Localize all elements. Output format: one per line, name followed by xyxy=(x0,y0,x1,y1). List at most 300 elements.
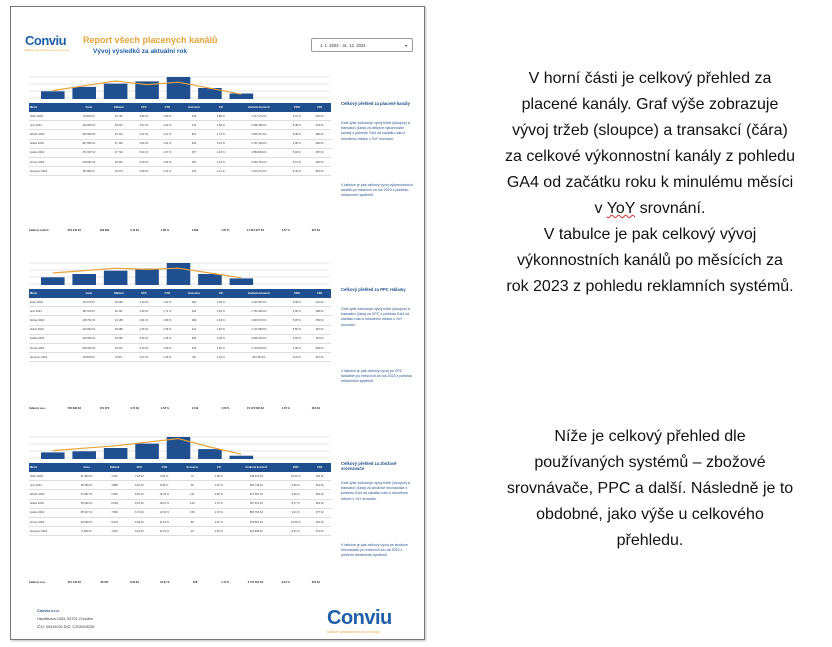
footer-logo: Conviu Datové vyhodnocení pro e-shopy xyxy=(327,607,392,634)
table-cell: březen 2024 xyxy=(29,490,71,499)
table-cell: 9,95 % xyxy=(283,481,309,490)
table-cell: 497 xyxy=(179,157,210,166)
table-row xyxy=(29,334,331,343)
footer xyxy=(37,607,94,631)
table-cell: leden 2024 xyxy=(29,112,72,121)
section-1 xyxy=(29,71,415,251)
table-cell: 1,29 % xyxy=(156,343,179,352)
total-cell: 5,47 % xyxy=(281,229,290,232)
footer-address: Havlíčkova 1053, 53701 Chrudim xyxy=(37,617,94,621)
p2-line: rok 2023 z pohledu reklamních systémů. xyxy=(506,278,794,295)
column-header[interactable]: Hodnota konverzí xyxy=(230,463,283,472)
table-cell: 6,70 Kč xyxy=(127,508,151,517)
chart-bar xyxy=(72,274,96,285)
table-cell: 283 742 Kč xyxy=(230,481,283,490)
table-cell: 1,62 % xyxy=(156,298,179,307)
column-header[interactable]: Kliknutí xyxy=(102,463,128,472)
table-cell: 6,09 Kč xyxy=(132,157,156,166)
table-cell: 2,02 % xyxy=(156,121,179,130)
total-cell: 151 072 xyxy=(99,407,110,410)
p1-line: za celkové výkonnostní kanály z pohledu xyxy=(505,148,795,165)
table-cell: 3,94 % xyxy=(286,334,309,343)
table-cell: červenec 2024 xyxy=(29,527,71,536)
total-cell: 1,86 % xyxy=(160,229,169,232)
table-cell: 8,61 % xyxy=(283,527,309,536)
table-row xyxy=(29,353,331,362)
total-cell: 6,63 Kč xyxy=(130,581,140,584)
total-cell: 2 314 xyxy=(191,407,199,410)
chart-bar xyxy=(72,87,96,99)
column-header[interactable]: Kliknutí xyxy=(106,289,132,298)
table-cell: 16,56 % xyxy=(283,517,309,526)
table-cell: červen 2024 xyxy=(29,343,72,352)
table-cell: 6,50 Kč xyxy=(127,490,151,499)
table-cell: 661 xyxy=(179,139,210,148)
table-cell: 1,71 % xyxy=(156,307,179,316)
table-cell: 1,79 % xyxy=(208,508,230,517)
total-cell: 10,67 % xyxy=(160,581,170,584)
total-cell: 327 Kč xyxy=(311,229,321,232)
table-cell: 96 xyxy=(177,481,207,490)
table-cell: 4 880 xyxy=(102,481,128,490)
table-cell: 1,83 % xyxy=(208,490,230,499)
table-cell: květen 2024 xyxy=(29,148,72,157)
table-cell: 5,44 % xyxy=(286,167,309,176)
table-cell: 416 Kč xyxy=(308,517,331,526)
table-cell: 253 Kč xyxy=(308,316,331,325)
table-cell: 1,46 % xyxy=(156,334,179,343)
total-cell: 1,74 % xyxy=(221,581,230,584)
table-cell: 34 556 xyxy=(106,334,132,343)
table-cell: 1,68 % xyxy=(208,472,230,481)
table-cell: 66 479 Kč xyxy=(72,298,106,307)
table-cell: 118 791 Kč xyxy=(72,316,106,325)
total-cell: Celkový souhrn xyxy=(29,229,49,232)
table-cell: květen 2024 xyxy=(29,508,71,517)
chart-bar xyxy=(230,278,254,285)
column-header[interactable]: CPA xyxy=(308,289,331,298)
column-header[interactable]: CR xyxy=(209,289,232,298)
table-cell: 5,93 % xyxy=(286,148,309,157)
p3-line: obdobné, jako výše u celkového xyxy=(536,506,764,523)
table-cell: 421 xyxy=(179,325,210,334)
trend-chart xyxy=(29,71,329,101)
total-cell: 9,34 % xyxy=(281,581,290,584)
table-cell: 1,45 % xyxy=(209,325,232,334)
table-cell: únor 2024 xyxy=(29,307,72,316)
table-cell: červen 2024 xyxy=(29,157,72,166)
chart-bar xyxy=(104,84,128,99)
table-cell: 86 704 Kč xyxy=(72,307,106,316)
column-header[interactable]: CPC xyxy=(132,289,156,298)
table-cell: 31 383 Kč xyxy=(71,472,101,481)
column-header[interactable]: CR xyxy=(209,103,232,112)
table-row xyxy=(29,316,331,325)
table-row xyxy=(29,325,331,334)
table-cell: 1,96 % xyxy=(209,298,232,307)
table-cell: 2 176 819 Kč xyxy=(232,343,285,352)
table-row xyxy=(29,527,331,536)
table-cell: 6,14 % xyxy=(286,157,309,166)
table-cell: 1,58 % xyxy=(209,121,232,130)
table-cell: 4,91 Kč xyxy=(132,316,156,325)
total-cell: 678 xyxy=(192,581,198,584)
table-cell: 150 953 Kč xyxy=(72,130,106,139)
section-heading: Celkový přehled za placené kanály xyxy=(341,101,410,106)
column-header[interactable]: CTR xyxy=(156,289,179,298)
chart-bar xyxy=(167,263,191,285)
table-cell: 44 687 Kč xyxy=(71,490,101,499)
table-cell: 4,95 % xyxy=(286,139,309,148)
table-cell: 6,29 Kč xyxy=(127,527,151,536)
table-cell: květen 2024 xyxy=(29,334,72,343)
monthly-table xyxy=(29,289,331,362)
table-cell: 6,94 % xyxy=(286,353,309,362)
table-cell: 323 xyxy=(179,307,210,316)
p2-line: V tabulce je pak celkový vývoj xyxy=(543,226,757,243)
table-cell: 1,39 % xyxy=(209,334,232,343)
table-cell: 1,53 % xyxy=(208,527,230,536)
section-table-note: V tabulce je pak celkový vývoj výkonnostních kanálů po měsících za rok 2023 z pohledu reklamních systémů. xyxy=(341,183,413,198)
total-row xyxy=(29,407,331,410)
table-cell: 58 026 Kč xyxy=(71,499,101,508)
table-cell: 19 751 xyxy=(106,112,132,121)
table-cell: 284 Kč xyxy=(308,139,331,148)
total-cell: Celkový sou... xyxy=(29,407,47,410)
table-cell: 3 797 394 Kč xyxy=(232,139,285,148)
table-cell: 479 xyxy=(179,121,210,130)
table-cell: 1 751 381 Kč xyxy=(232,307,285,316)
table-cell: 977 xyxy=(179,148,210,157)
section-description: Graf výše zobrazuje vývoj tržeb (sloupce) a transakcí (čára) za CPC z pohledu GA4 od začátku roku k minulému měsíci v YoY srovnání. xyxy=(341,307,410,327)
table-cell: 271 607 Kč xyxy=(72,148,106,157)
table-cell: 20 907 xyxy=(106,343,132,352)
table-cell: 114 960 Kč xyxy=(72,121,106,130)
table-cell: březen 2024 xyxy=(29,130,72,139)
table-cell: 268 Kč xyxy=(308,307,331,316)
table-cell: březen 2024 xyxy=(29,316,72,325)
table-cell: 9,96 % xyxy=(283,490,309,499)
table-cell: 6,20 Kč xyxy=(127,481,151,490)
table-cell: 1 023 374 Kč xyxy=(232,167,285,176)
column-header[interactable]: Konverze xyxy=(179,103,210,112)
table-cell: 4,90 % xyxy=(286,343,309,352)
table-cell: 8 567 xyxy=(106,353,132,362)
table-cell: 1,26 % xyxy=(156,353,179,362)
chevron-down-icon: ▾ xyxy=(404,43,407,48)
chart-bar xyxy=(41,452,65,459)
total-cell: 15 173 000 Kč xyxy=(247,407,265,410)
table-cell: 36 921 xyxy=(106,157,132,166)
table-cell: 311 Kč xyxy=(308,334,331,343)
total-cell: 732 299 Kč xyxy=(67,407,82,410)
table-cell: 221 Kč xyxy=(308,298,331,307)
p3-line: srovnávače, PPC a další. Následně je to xyxy=(506,480,794,497)
table-cell: 187 850 Kč xyxy=(72,139,106,148)
date-range-value: 1. 1. 2024 - 31. 12. 2024 xyxy=(320,43,366,48)
table-cell: 527 Kč xyxy=(308,353,331,362)
table-cell: leden 2024 xyxy=(29,298,72,307)
monthly-table xyxy=(29,463,331,536)
table-cell: 411 Kč xyxy=(308,527,331,536)
column-header[interactable]: CR xyxy=(208,463,230,472)
table-cell: 374 xyxy=(179,112,210,121)
chart-bar xyxy=(41,277,65,285)
table-cell: 377 Kč xyxy=(308,508,331,517)
p3-line: Níže je celkový přehled dle xyxy=(554,428,746,445)
column-header[interactable]: CPA xyxy=(308,463,331,472)
table-cell: 110 808 Kč xyxy=(230,527,283,536)
column-header[interactable]: Hodnota konverzí xyxy=(232,289,285,298)
table-cell: 1,80 % xyxy=(156,316,179,325)
report-page xyxy=(10,6,425,640)
monthly-table xyxy=(29,103,331,176)
table-cell: duben 2024 xyxy=(29,499,71,508)
table-cell: 5 614 xyxy=(102,517,128,526)
table-cell: 8,77 % xyxy=(283,499,309,508)
column-header[interactable]: CTR xyxy=(151,463,177,472)
table-cell: 160 xyxy=(177,499,207,508)
table-cell: 295 670 Kč xyxy=(230,472,283,481)
p3-line: používaných systémů – zbožové xyxy=(534,454,766,471)
table-cell: duben 2024 xyxy=(29,325,72,334)
table-cell: 5,99 % xyxy=(286,298,309,307)
table-cell: 1,50 % xyxy=(209,343,232,352)
chart-bar xyxy=(230,94,254,100)
table-row xyxy=(29,121,331,130)
table-cell: 287 Kč xyxy=(308,325,331,334)
chart-bar xyxy=(230,456,254,459)
table-cell: 5,38 % xyxy=(286,130,309,139)
table-row xyxy=(29,481,331,490)
section-heading: Celkový přehled za PPC reklamy xyxy=(341,287,406,292)
table-cell: 339 Kč xyxy=(308,343,331,352)
table-cell: 1 110 651 Kč xyxy=(232,298,285,307)
column-header[interactable]: Konverze xyxy=(179,289,210,298)
table-cell: 29 085 xyxy=(106,325,132,334)
table-row xyxy=(29,517,331,526)
right-paragraph-1 xyxy=(470,66,830,300)
table-cell: 156 xyxy=(177,508,207,517)
total-cell: 1,53 % xyxy=(160,407,169,410)
column-header[interactable]: Cena xyxy=(72,289,106,298)
table-cell: 37 149 xyxy=(106,139,132,148)
column-header[interactable]: PNO xyxy=(286,289,309,298)
table-cell: 1,89 % xyxy=(209,112,232,121)
column-header[interactable]: PNO xyxy=(283,463,309,472)
column-header[interactable]: Měsíc xyxy=(29,463,71,472)
p1-line: placené kanály. Graf výše zobrazuje xyxy=(521,96,779,113)
table-cell: 1,01 % xyxy=(209,157,232,166)
table-cell: 313 Kč xyxy=(308,481,331,490)
total-cell: 979 443 Kč xyxy=(67,229,82,232)
trend-chart xyxy=(29,431,329,461)
section-description: Graf výše zobrazuje vývoj tržeb (sloupce) a transakcí (čára) za zbožové srovnávače z pohledu GA4 od začátku roku k minulému měsíci v YoY srovnání. xyxy=(341,481,410,501)
table-cell: únor 2024 xyxy=(29,121,72,130)
table-cell: 73 xyxy=(177,472,207,481)
column-header[interactable]: Kliknutí xyxy=(106,103,132,112)
chart-bar xyxy=(167,77,191,99)
table-cell: 97 862 Kč xyxy=(72,112,106,121)
column-header[interactable]: CTR xyxy=(156,103,179,112)
p1-line-last: v YoY srovnání. xyxy=(594,200,706,217)
table-cell: 2 172 983 Kč xyxy=(232,325,285,334)
table-cell: 323 154 Kč xyxy=(232,353,285,362)
table-cell: 10,62 % xyxy=(283,472,309,481)
table-cell: 2 349 970 Kč xyxy=(232,316,285,325)
total-cell: 17 921 377 Kč xyxy=(247,229,265,232)
column-header[interactable]: CPC xyxy=(127,463,151,472)
column-header[interactable]: Měsíc xyxy=(29,289,72,298)
table-cell: 1,04 % xyxy=(209,353,232,362)
table-cell: 279 Kč xyxy=(308,121,331,130)
p1-line: V horní části je celkový přehled za xyxy=(528,70,772,87)
table-cell: 5,04 Kč xyxy=(132,148,156,157)
column-header[interactable]: Hodnota konverzí xyxy=(232,103,285,112)
chart-bar xyxy=(104,271,128,285)
table-cell: 1,91 % xyxy=(156,139,179,148)
section-table-note: V tabulce je pak celkový vývoj po CPC kanálech po měsících za rok 2023 z pohledu reklamních systémů. xyxy=(341,369,413,384)
table-cell: 1,21 % xyxy=(156,167,179,176)
table-cell: 1,67 % xyxy=(156,148,179,157)
total-cell: 379 Kč xyxy=(311,581,321,584)
total-cell: 4,76 % xyxy=(281,407,290,410)
table-cell: 6,32 Kč xyxy=(132,130,156,139)
table-cell: únor 2024 xyxy=(29,481,71,490)
table-cell: 4,07 Kč xyxy=(132,121,156,130)
p3-line: přehledu. xyxy=(616,532,684,549)
date-range-picker[interactable] xyxy=(311,38,413,52)
table-cell: 1,60 % xyxy=(209,307,232,316)
column-header[interactable]: CPA xyxy=(308,103,331,112)
total-cell: 2 747 847 Kč xyxy=(247,581,264,584)
table-cell: 4,29 Kč xyxy=(132,307,156,316)
section-table-note: V tabulce je pak celkový vývoj za zbožové srovnávače po měsících za rok 2023 z pohledu reklamních systémů. xyxy=(341,543,408,558)
table-cell: 10 074 xyxy=(106,167,132,176)
table-cell: 4 584 981 Kč xyxy=(232,148,285,157)
column-header[interactable]: Cena xyxy=(72,103,106,112)
section-description: Graf výše zobrazuje vývoj tržeb (sloupce) a transakcí (čára) za celkové výkonnostní kanály z pohledu GA4 od začátku roku k minulému měsíci v YoY srovnání. xyxy=(341,121,410,141)
table-cell: 47 742 xyxy=(106,148,132,157)
table-cell: leden 2024 xyxy=(29,472,71,481)
column-header[interactable]: CPC xyxy=(132,103,156,112)
footer-company: Conviu s.r.o. xyxy=(37,609,60,613)
table-cell: 287 Kč xyxy=(308,148,331,157)
table-row xyxy=(29,148,331,157)
trend-chart xyxy=(29,257,329,287)
table-row xyxy=(29,508,331,517)
table-cell: 386 Kč xyxy=(308,130,331,139)
report-subtitle: Vývoj výsledků za aktuální rok xyxy=(93,48,187,55)
table-cell: 5,56 % xyxy=(286,325,309,334)
table-cell: 11,01 % xyxy=(151,527,177,536)
table-cell: 5,47 Kč xyxy=(132,353,156,362)
table-cell: 1,51 % xyxy=(208,517,230,526)
table-cell: 29 027 xyxy=(106,121,132,130)
chart-bar xyxy=(104,448,128,459)
chart-bar xyxy=(135,444,159,459)
table-cell: 20 197 xyxy=(106,307,132,316)
table-cell: 3 806 391 Kč xyxy=(232,334,285,343)
table-cell: 429 Kč xyxy=(308,472,331,481)
table-cell: 304 Kč xyxy=(308,157,331,166)
table-cell: 85 xyxy=(177,517,207,526)
chart-bar xyxy=(41,91,65,99)
right-paragraph-2 xyxy=(472,424,828,554)
column-header[interactable]: PNO xyxy=(286,103,309,112)
chart-bar xyxy=(72,451,96,459)
total-cell: 4,74 Kč xyxy=(130,407,140,410)
total-cell: 312 Kč xyxy=(311,407,321,410)
table-cell: 120 804 Kč xyxy=(72,325,106,334)
chart-bar xyxy=(198,274,222,285)
table-cell: 301 xyxy=(179,298,210,307)
table-cell: 12,62 % xyxy=(151,508,177,517)
total-row xyxy=(29,581,331,584)
table-cell: 1,94 % xyxy=(209,316,232,325)
table-cell: 4,15 Kč xyxy=(132,325,156,334)
table-cell: 36 099 Kč xyxy=(71,517,101,526)
table-cell: 4,96 Kč xyxy=(132,112,156,121)
table-cell: 5,05 % xyxy=(286,316,309,325)
column-header[interactable]: Měsíc xyxy=(29,103,72,112)
section-3 xyxy=(29,431,415,611)
table-cell: 314 xyxy=(179,343,210,352)
table-cell: červenec 2024 xyxy=(29,167,72,176)
total-cell: 5,14 Kč xyxy=(130,229,140,232)
table-row xyxy=(29,167,331,176)
table-cell: 880 703 Kč xyxy=(230,508,283,517)
table-cell: 1,66 % xyxy=(156,157,179,166)
table-row xyxy=(29,343,331,352)
total-cell: 247 143 Kč xyxy=(67,581,82,584)
table-cell: 6,99 Kč xyxy=(127,517,151,526)
table-cell: 2 096 384 Kč xyxy=(232,121,285,130)
table-row xyxy=(29,499,331,508)
table-cell: 8 069 xyxy=(102,499,128,508)
brand-logo: Conviu Datové vyhodnocení pro e-shopy xyxy=(25,33,70,52)
table-cell: 2 890 371 Kč xyxy=(232,130,285,139)
table-cell: 2,27 % xyxy=(156,130,179,139)
table-row xyxy=(29,139,331,148)
chart-bar xyxy=(198,449,222,459)
table-cell: 24 189 xyxy=(106,316,132,325)
p1-line: vývoj tržeb (sloupce) a transakcí (čára) xyxy=(512,122,788,139)
p2-line: výkonnostních kanálů po měsících za xyxy=(517,252,783,269)
table-cell: 1,11 % xyxy=(209,167,232,176)
total-cell: 1,53 % xyxy=(221,407,230,410)
table-cell: duben 2024 xyxy=(29,139,72,148)
table-cell: 7 800 xyxy=(102,508,128,517)
table-cell: 56 386 Kč xyxy=(72,167,106,176)
table-row xyxy=(29,157,331,166)
p1-line: GA4 od začátku roku k minulému měsíci xyxy=(506,174,794,191)
table-cell: 16,79 % xyxy=(151,490,177,499)
table-cell: 261 Kč xyxy=(308,112,331,121)
column-header[interactable]: Konverze xyxy=(177,463,207,472)
column-header[interactable]: Cena xyxy=(71,463,101,472)
table-cell: 482 xyxy=(179,334,210,343)
table-cell: 8,69 % xyxy=(151,481,177,490)
table-cell: 23 xyxy=(177,527,207,536)
table-cell: 6,84 Kč xyxy=(132,139,156,148)
table-cell: 353 Kč xyxy=(308,490,331,499)
table-cell: 11,01 % xyxy=(151,517,177,526)
table-cell: 1,74 % xyxy=(209,130,232,139)
table-cell: 1,46 % xyxy=(209,148,232,157)
table-cell: 115 xyxy=(179,167,210,176)
table-cell: 1,56 % xyxy=(156,325,179,334)
